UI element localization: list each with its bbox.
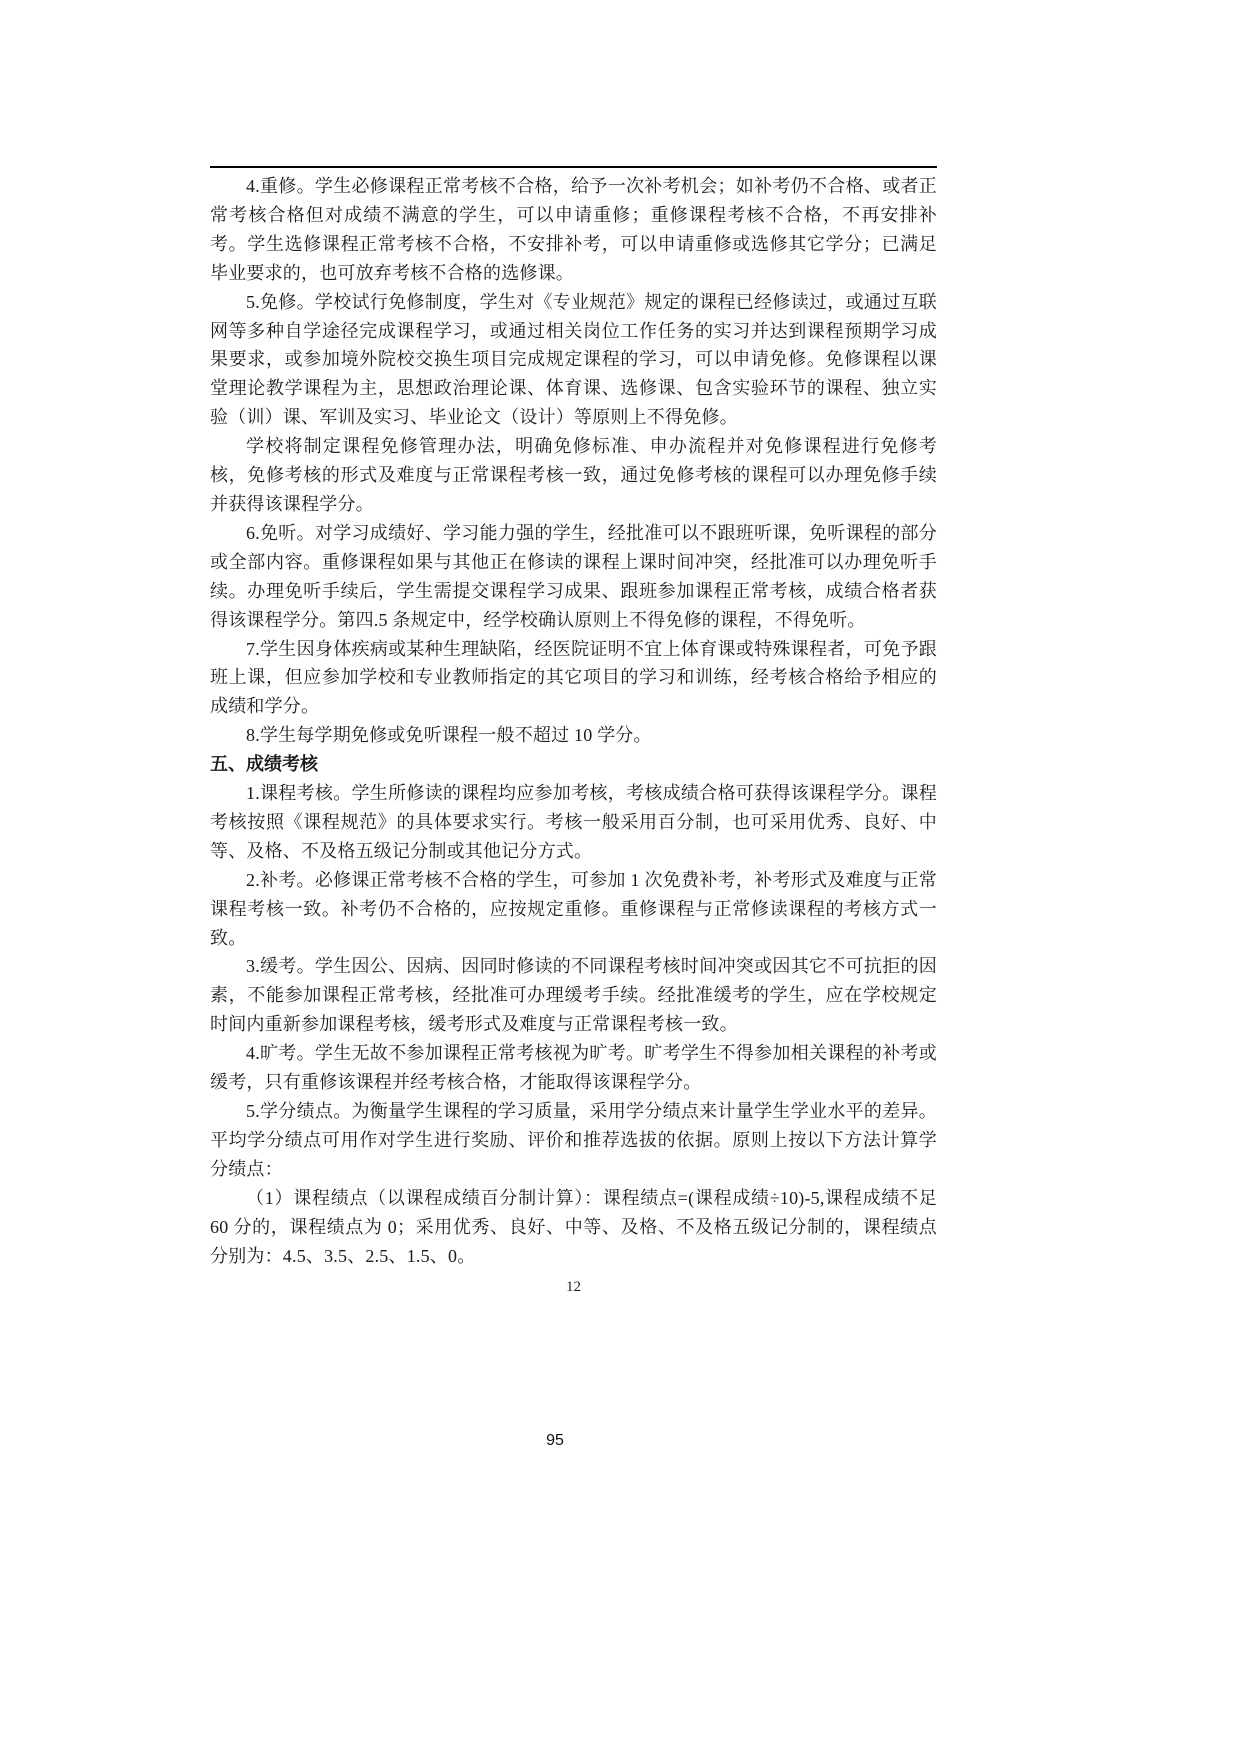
section-heading: 五、成绩考核 (210, 754, 318, 775)
text-column (210, 166, 937, 1296)
outer-page-number: 95 (546, 1432, 564, 1449)
paragraph: 3.缓考。学生因公、因病、因同时修读的不同课程考核时间冲突或因其它不可抗拒的因素，不能参加课程正常考核，经批准可办理缓考手续。经批准缓考的学生，应在学校规定时间内重新参加课程考核，缓考形式及难度与正常课程考核一致。 (210, 956, 937, 1035)
header-rule (210, 166, 937, 168)
paragraph: 5.学分绩点。为衡量学生课程的学习质量，采用学分绩点来计量学生学业水平的差异。平均学分绩点可用作对学生进行奖励、评价和推荐选拔的依据。原则上按以下方法计算学分绩点： (210, 1101, 937, 1179)
paragraph: 1.课程考核。学生所修读的课程均应参加考核，考核成绩合格可获得该课程学分。课程考核按照《课程规范》的具体要求实行。考核一般采用百分制，也可采用优秀、良好、中等、及格、不及格五级记分制或其他记分方式。 (210, 783, 937, 861)
paragraph: （1）课程绩点（以课程成绩百分制计算）：课程绩点=(课程成绩÷10)-5,课程成绩不足 60 分的，课程绩点为 0；采用优秀、良好、中等、及格、不及格五级记分制的，课程绩点分别为：4.5、3.5、2.5、1.5、0。 (210, 1187, 937, 1266)
paragraph: 2.补考。必修课正常考核不合格的学生，可参加 1 次免费补考，补考形式及难度与正常课程考核一致。补考仍不合格的，应按规定重修。重修课程与正常修读课程的考核方式一致。 (210, 869, 937, 948)
paragraph: 学校将制定课程免修管理办法，明确免修标准、申办流程并对免修课程进行免修考核，免修考核的形式及难度与正常课程考核一致，通过免修考核的课程可以办理免修手续并获得该课程学分。 (210, 436, 937, 514)
paragraph: 6.免听。对学习成绩好、学习能力强的学生，经批准可以不跟班听课，免听课程的部分或全部内容。重修课程如果与其他正在修读的课程上课时间冲突，经批准可以办理免听手续。办理免听手续后，学生需提交课程学习成果、跟班参加课程正常考核，成绩合格者获得该课程学分。第四.5 条规定中，经学校确认原则上不得免修的课程，不得免听。 (210, 522, 937, 630)
paragraph: 4.重修。学生必修课程正常考核不合格，给予一次补考机会；如补考仍不合格、或者正常考核合格但对成绩不满意的学生，可以申请重修；重修课程考核不合格，不再安排补考。学生选修课程正常考核不合格，不安排补考，可以申请重修或选修其它学分；已满足毕业要求的，也可放弃考核不合格的选修课。 (210, 176, 937, 283)
paragraph: 7.学生因身体疾病或某种生理缺陷，经医院证明不宜上体育课或特殊课程者，可免予跟班上课，但应参加学校和专业教师指定的其它项目的学习和训练，经考核合格给予相应的成绩和学分。 (210, 638, 937, 717)
paragraph: 8.学生每学期免修或免听课程一般不超过 10 学分。 (246, 725, 652, 746)
inner-page-number: 12 (566, 1279, 581, 1296)
paragraph: 5.免修。学校试行免修制度，学生对《专业规范》规定的课程已经修读过，或通过互联网等多种自学途径完成课程学习，或通过相关岗位工作任务的实习并达到课程预期学习成果要求，或参加境外院校交换生项目完成规定课程的学习，可以申请免修。免修课程以课堂理论教学课程为主，思想政治理论课、体育课、选修课、包含实验环节的课程、独立实验（训）课、军训及实习、毕业论文（设计）等原则上不得免修。 (210, 291, 937, 428)
body-text (210, 172, 937, 1270)
paragraph: 4.旷考。学生无故不参加课程正常考核视为旷考。旷考学生不得参加相关课程的补考或缓考，只有重修该课程并经考核合格，才能取得该课程学分。 (210, 1043, 937, 1093)
